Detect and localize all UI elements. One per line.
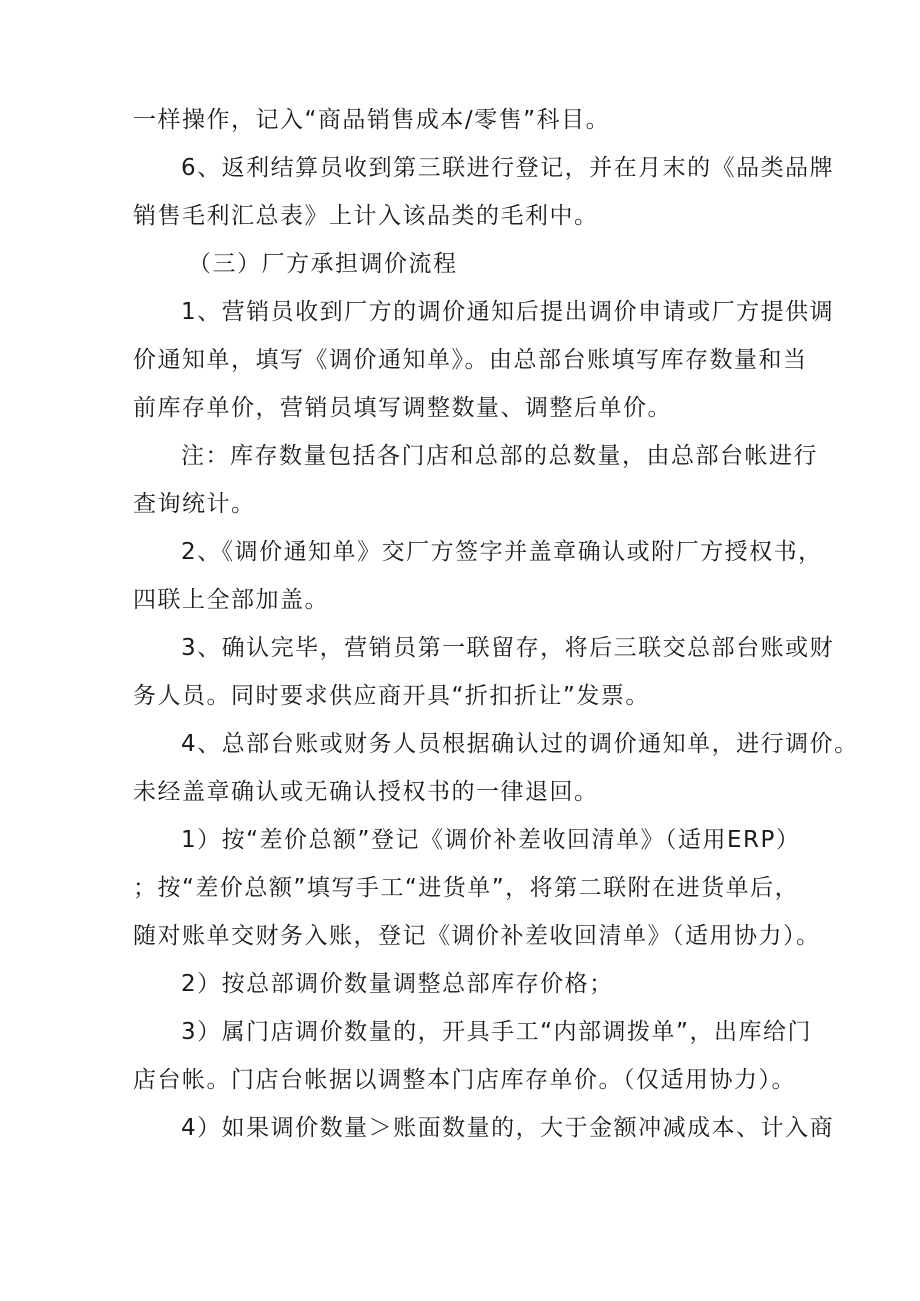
note-paragraph: 注：库存数量包括各门店和总部的总数量，由总部台帐进行 [181,443,818,469]
text-line: 查询统计。 [133,491,256,517]
sub-item-1: 1）按“差价总额”登记《调价补差收回清单》（适用ERP） [181,827,801,853]
text-line: 前库存单价，营销员填写调整数量、调整后单价。 [133,395,672,421]
paragraph-6: 6、返利结算员收到第三联进行登记，并在月末的《品类品牌 [181,155,835,181]
text-line: 四联上全部加盖。 [133,587,329,613]
sub-item-4: 4）如果调价数量＞账面数量的，大于金额冲减成本、计入商 [181,1115,835,1141]
text-line: 店台帐。门店台帐据以调整本门店库存单价。（仅适用协力）。 [133,1067,796,1093]
sub-item-3: 3）属门店调价数量的，开具手工“内部调拨单”，出库给门 [181,1019,812,1045]
text-line: ；按“差价总额”填写手工“进货单”，将第二联附在进货单后， [133,875,800,901]
sub-item-2: 2）按总部调价数量调整总部库存价格； [181,971,614,997]
text-line: 销售毛利汇总表》上计入该品类的毛利中。 [133,203,599,229]
paragraph-1: 1、营销员收到厂方的调价通知后提出调价申请或厂方提供调 [181,299,835,325]
section-heading: （三）厂方承担调价流程 [188,251,458,277]
text-line: 一样操作，记入“商品销售成本/零售”科目。 [133,107,611,133]
text-line: 价通知单，填写《调价通知单》。由总部台账填写库存数量和当 [133,347,808,373]
text-line: 随对账单交财务入账，登记《调价补差收回清单》（适用协力）。 [133,923,821,949]
paragraph-3: 3、确认完毕，营销员第一联留存，将后三联交总部台账或财 [181,635,835,661]
paragraph-2: 2、《调价通知单》交厂方签字并盖章确认或附厂方授权书， [181,539,823,565]
paragraph-4: 4、总部台账或财务人员根据确认过的调价通知单，进行调价。 [181,731,859,757]
text-line: 务人员。同时要求供应商开具“折扣折让”发票。 [133,683,650,709]
text-line: 未经盖章确认或无确认授权书的一律退回。 [133,779,599,805]
